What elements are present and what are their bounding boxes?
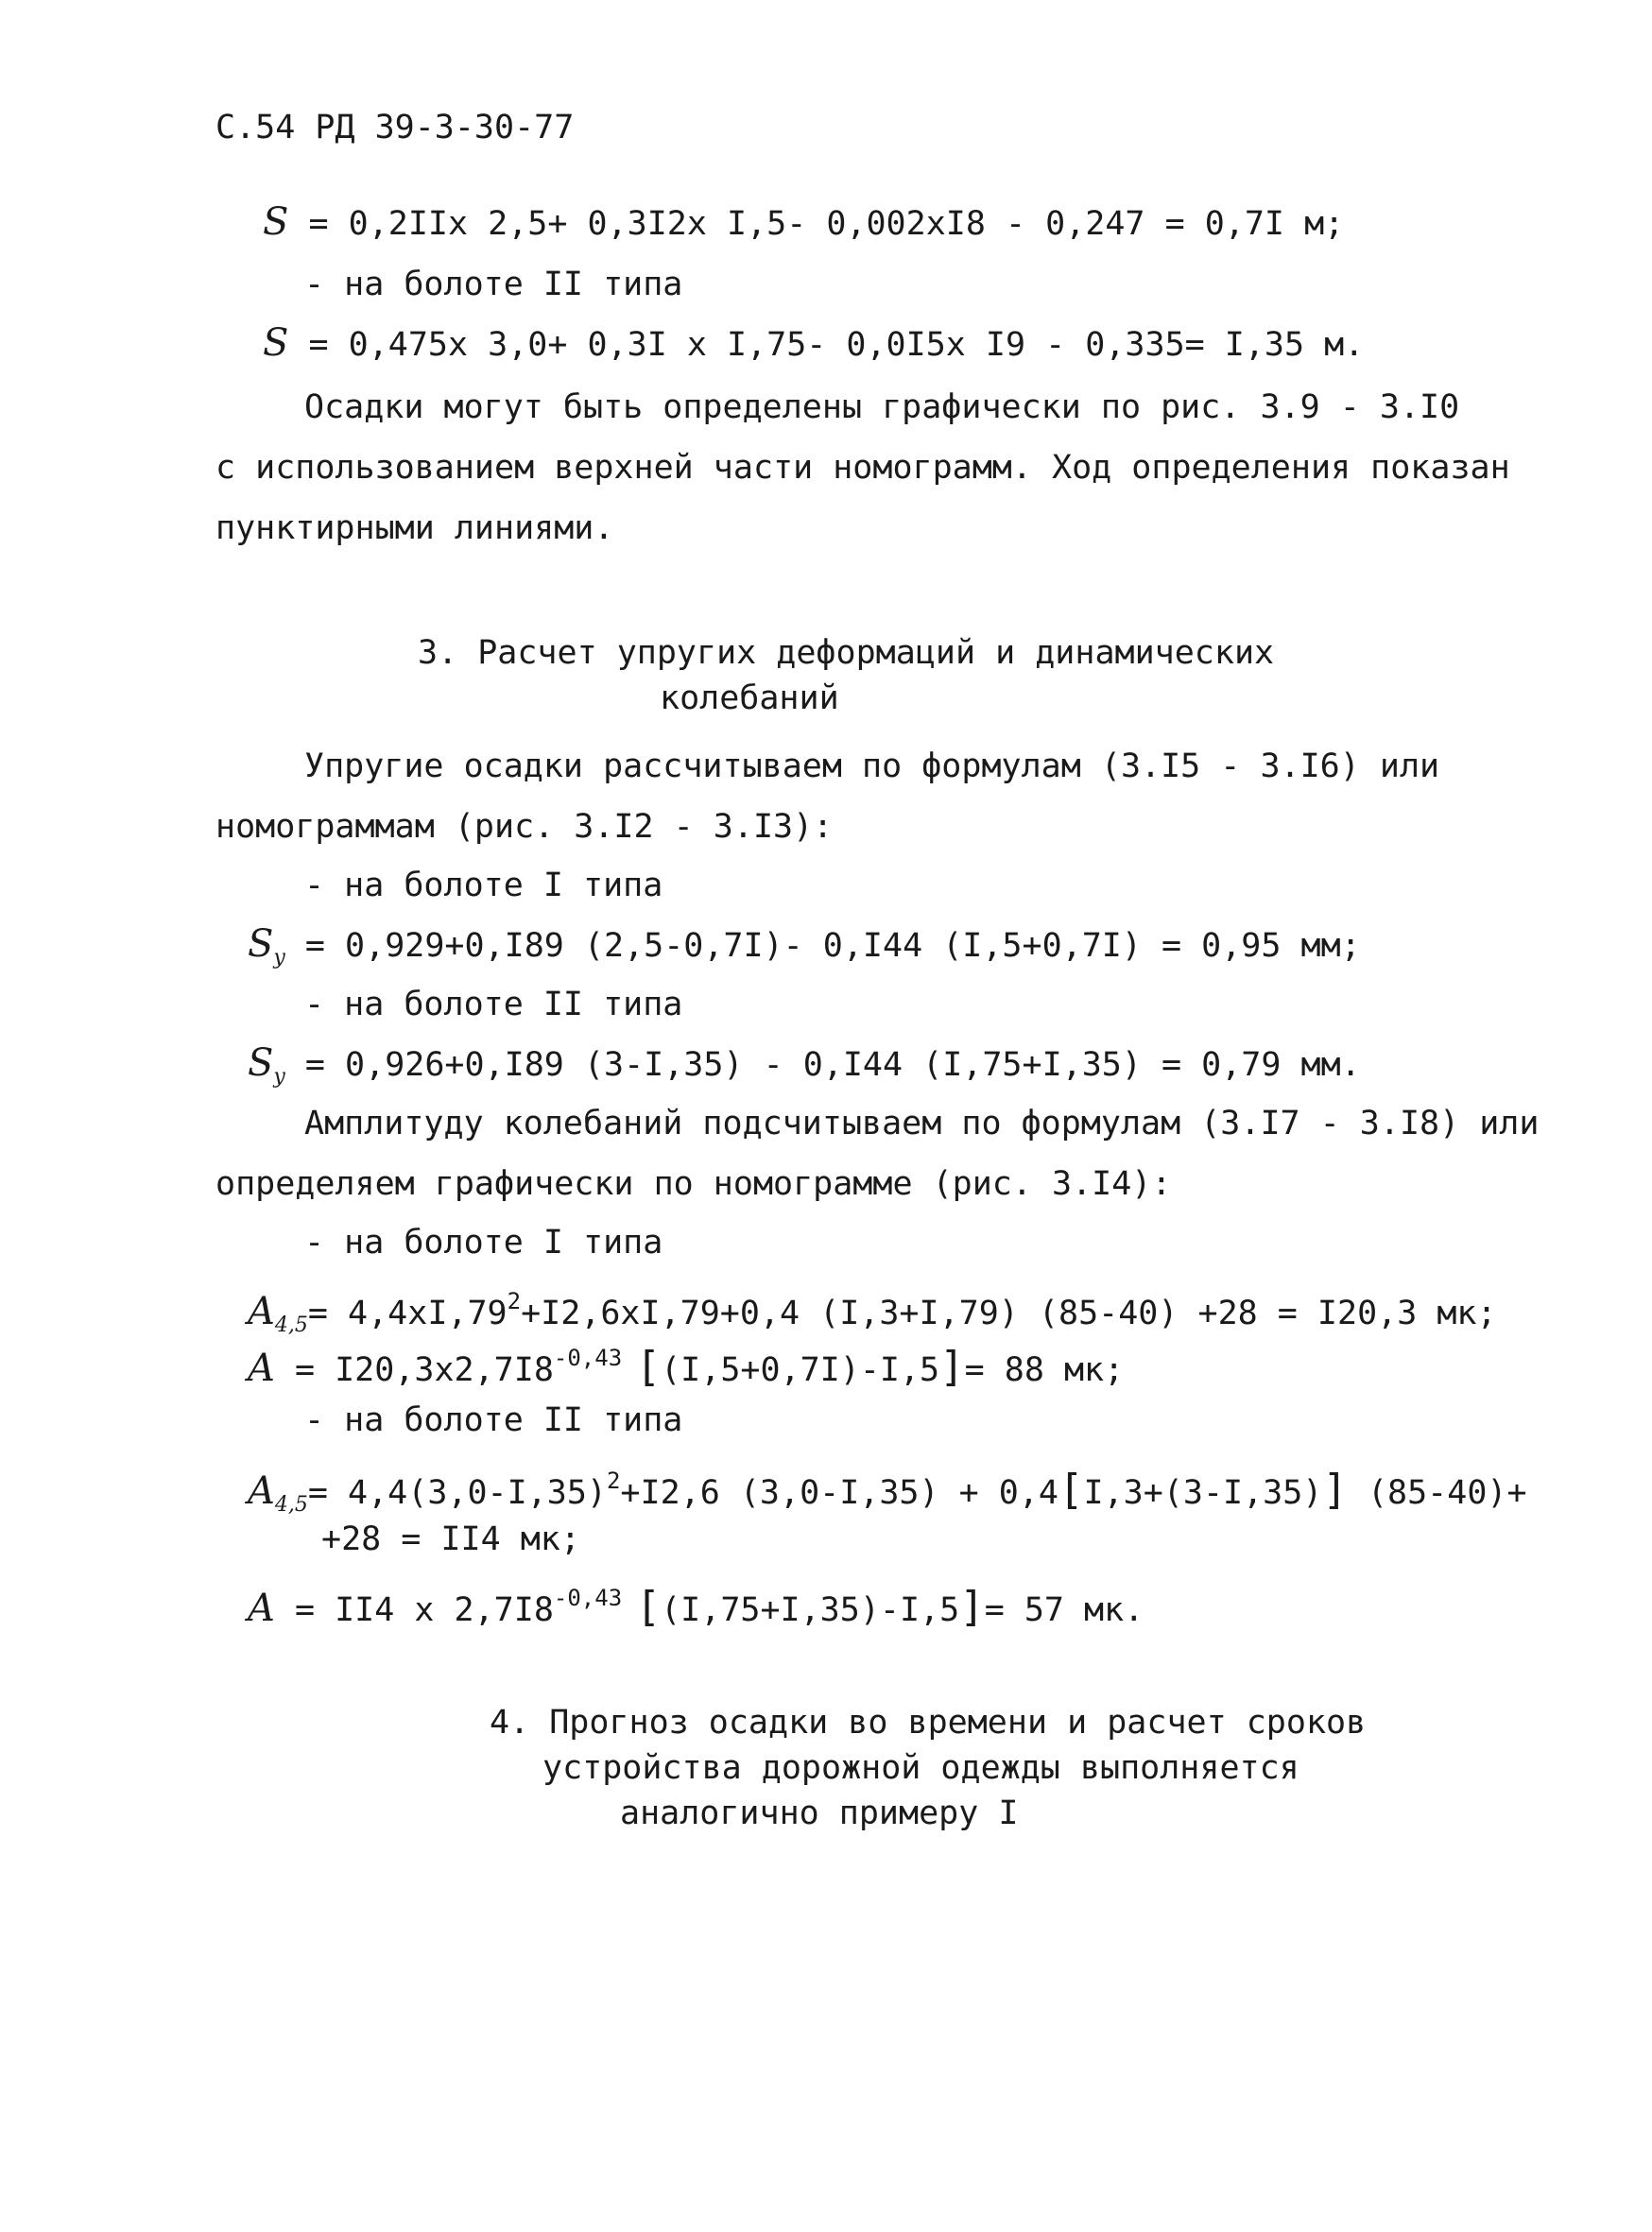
subscript: 4,5 (274, 1313, 308, 1337)
label-bog-type2: - на болоте II типа (304, 986, 683, 1023)
equation-elastic-type1 (248, 922, 1361, 980)
superscript: 2 (507, 1288, 522, 1314)
paragraph-line: Упругие осадки рассчитываем по формулам (3.I5 - 3.I6) или (304, 747, 1440, 785)
equation-amplitude-type2 (248, 1576, 1144, 1632)
equation-continuation: +28 = II4 мк; (321, 1520, 580, 1558)
equation-rhs: = 0,475x 3,0+ 0,3I x I,75- 0,0I5x I9 - 0,335= I,35 м. (288, 326, 1365, 364)
symbol-s: S (248, 1041, 274, 1085)
bracket-open: [ (635, 1343, 662, 1391)
paragraph-line: Осадки могут быть определены графически по рис. 3.9 - 3.I0 (304, 388, 1460, 426)
label-bog-type2: - на болоте II типа (304, 266, 683, 303)
equation-rhs: = 0,2IIx 2,5+ 0,3I2x I,5- 0,002xI8 - 0,247 = 0,7I м; (288, 205, 1345, 243)
symbol-a: A (248, 1587, 275, 1630)
subscript: 4,5 (274, 1493, 308, 1517)
page-header: С.54 РД 39-3-30-77 (215, 109, 575, 146)
equation-part: (I,5+0,7I)-I,5 (661, 1351, 940, 1389)
label-bog-type1: - на болоте I типа (304, 1224, 663, 1262)
equation-part: = 57 мк. (984, 1591, 1144, 1629)
subscript: y (273, 1065, 285, 1089)
equation-part: = II4 x 2,7I8 (274, 1591, 554, 1629)
equation-rhs: = 0,929+0,I89 (2,5-0,7I)- 0,I44 (I,5+0,7I) = 0,95 мм; (284, 927, 1361, 965)
section-4-title-cont: устройства дорожной одежды выполняется (542, 1749, 1299, 1787)
superscript: 2 (606, 1468, 621, 1494)
equation-part: (I,75+I,35)-I,5 (661, 1591, 960, 1629)
paragraph-line: номограммам (рис. 3.I2 - 3.I3): (215, 808, 834, 846)
bracket-open: [ (635, 1583, 662, 1631)
bracket-close: ] (939, 1343, 965, 1391)
equation-part: = 4,4(3,0-I,35) (307, 1474, 607, 1512)
symbol-a: A (248, 1290, 275, 1333)
equation-part: = 4,4xI,79 (307, 1295, 508, 1332)
section-4-title: 4. Прогноз осадки во времени и расчет сроков (490, 1704, 1367, 1742)
equation-part: = 88 мк; (964, 1351, 1125, 1389)
section-3-title: 3. Расчет упругих деформаций и динамических (418, 634, 1275, 672)
bracket-close: ] (1322, 1466, 1348, 1514)
equation-settlement-type1 (263, 200, 1344, 246)
equation-rhs: = 0,926+0,I89 (3-I,35) - 0,I44 (I,75+I,35) = 0,79 мм. (284, 1046, 1361, 1084)
equation-part: I,3+(3-I,35) (1083, 1474, 1323, 1512)
paragraph-line: с использованием верхней части номограмм. Ход определения показан (215, 449, 1510, 487)
symbol-s: S (263, 321, 289, 365)
bracket-open: [ (1058, 1466, 1084, 1514)
subscript: y (273, 946, 285, 970)
symbol-a: A (248, 1469, 275, 1513)
equation-elastic-type2 (248, 1041, 1361, 1099)
symbol-s: S (263, 200, 289, 244)
paragraph-line: пунктирными линиями. (215, 509, 614, 547)
equation-amplitude-type1 (248, 1336, 1124, 1392)
label-bog-type2: - на болоте II типа (304, 1401, 683, 1439)
bracket-close: ] (959, 1583, 985, 1631)
superscript: -0,43 (553, 1345, 636, 1371)
equation-settlement-type2 (263, 321, 1364, 367)
section-3-title-cont: колебаний (660, 679, 839, 717)
equation-part: = I20,3x2,7I8 (274, 1351, 554, 1389)
symbol-a: A (248, 1347, 275, 1390)
equation-part: (85-40)+ (1347, 1474, 1527, 1512)
symbol-s: S (248, 922, 274, 966)
section-4-title-cont: аналогично примеру I (620, 1794, 1019, 1832)
equation-part: +I2,6 (3,0-I,35) + 0,4 (620, 1474, 1059, 1512)
paragraph-line: Амплитуду колебаний подсчитываем по формулам (3.I7 - 3.I8) или (304, 1105, 1540, 1142)
paragraph-line: определяем графически по номограмме (рис. 3.I4): (215, 1165, 1172, 1203)
equation-part: +I2,6xI,79+0,4 (I,3+I,79) (85-40) +28 = I20,3 мк; (521, 1295, 1497, 1332)
label-bog-type1: - на болоте I типа (304, 867, 663, 904)
superscript: -0,43 (553, 1585, 636, 1611)
